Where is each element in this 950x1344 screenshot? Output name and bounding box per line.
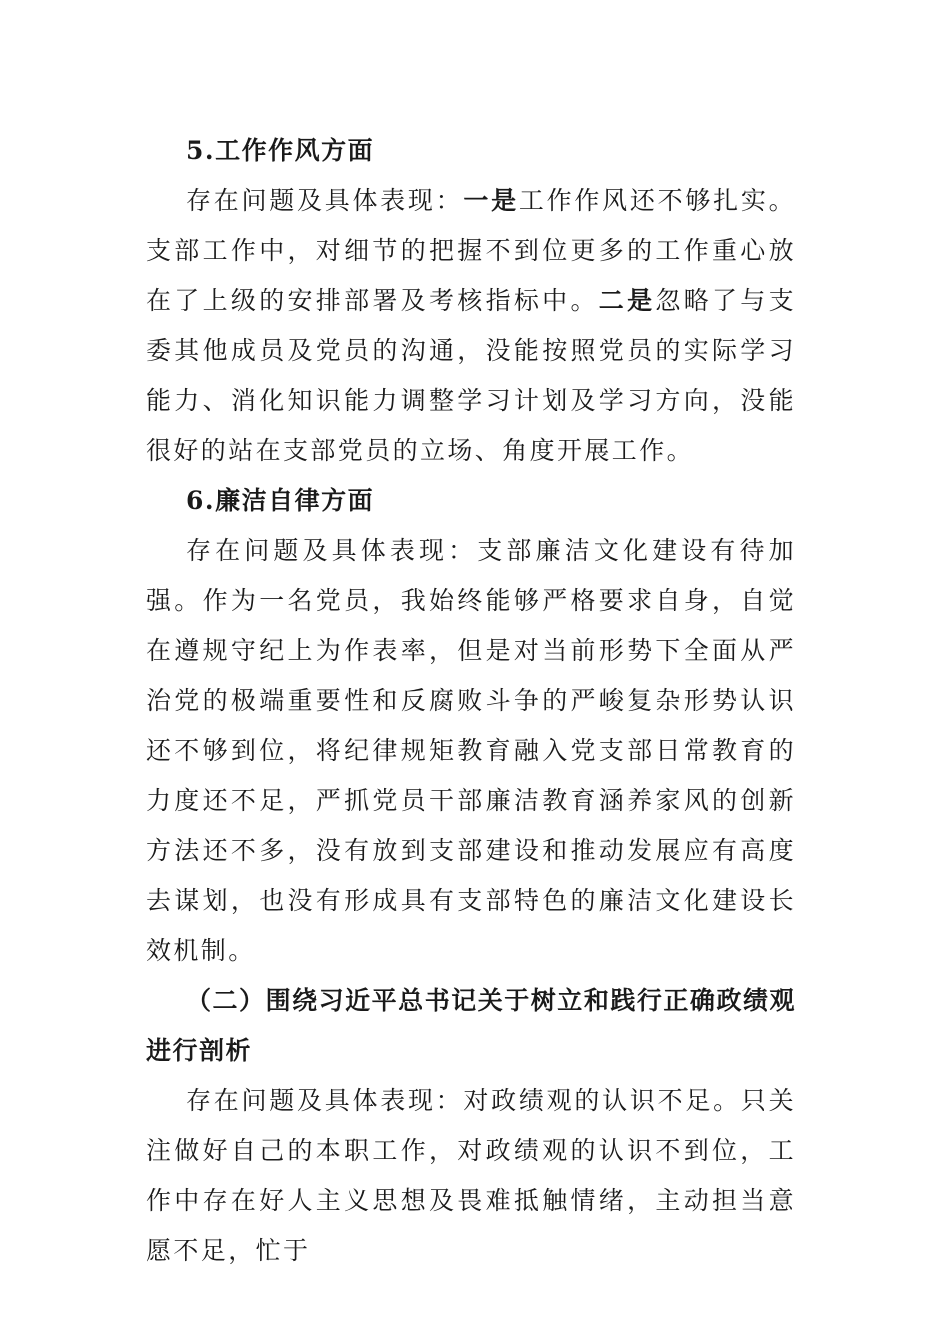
paragraph-work-style — [146, 176, 796, 476]
paragraph-integrity: 存在问题及具体表现：支部廉洁文化建设有待加强。作为一名党员，我始终能够严格要求自身，自觉在遵规守纪上为作表率，但是对当前形势下全面从严治党的极端重要性和反腐败斗争的严峻复杂形势认识还不够到位，将纪律规矩教育融入党支部日常教育的力度还不足，严抓党员干部廉洁教育涵养家风的创新方法还不多，没有放到支部建设和推动发展应有高度去谋划，也没有形成具有支部特色的廉洁文化建设长效机制。 — [146, 536, 796, 965]
point-label-second: 二是 — [598, 286, 656, 315]
paragraph-prefix: 存在问题及具体表现： — [186, 186, 464, 215]
point-label-first: 一是 — [463, 186, 519, 215]
section-heading-work-style: 5.工作作风方面 — [186, 136, 375, 165]
section-heading-integrity: 6.廉洁自律方面 — [186, 486, 375, 515]
section-heading-performance-view: （二）围绕习近平总书记关于树立和践行正确政绩观进行剖析 — [146, 986, 796, 1065]
document-page — [146, 126, 796, 1276]
paragraph-performance-view: 存在问题及具体表现：对政绩观的认识不足。只关注做好自己的本职工作，对政绩观的认识不到位，工作中存在好人主义思想及畏难抵触情绪，主动担当意愿不足，忙于 — [146, 1086, 796, 1265]
point-text-first: 工作作风还不够扎实。支部工作中，对细节的把握不到位更多的工作重心放在了上级的安排部署及考核指标中。 — [146, 186, 796, 315]
point-text-second: 忽略了与支委其他成员及党员的沟通，没能按照党员的实际学习能力、消化知识能力调整学习计划及学习方向，没能很好的站在支部党员的立场、角度开展工作。 — [146, 286, 796, 465]
